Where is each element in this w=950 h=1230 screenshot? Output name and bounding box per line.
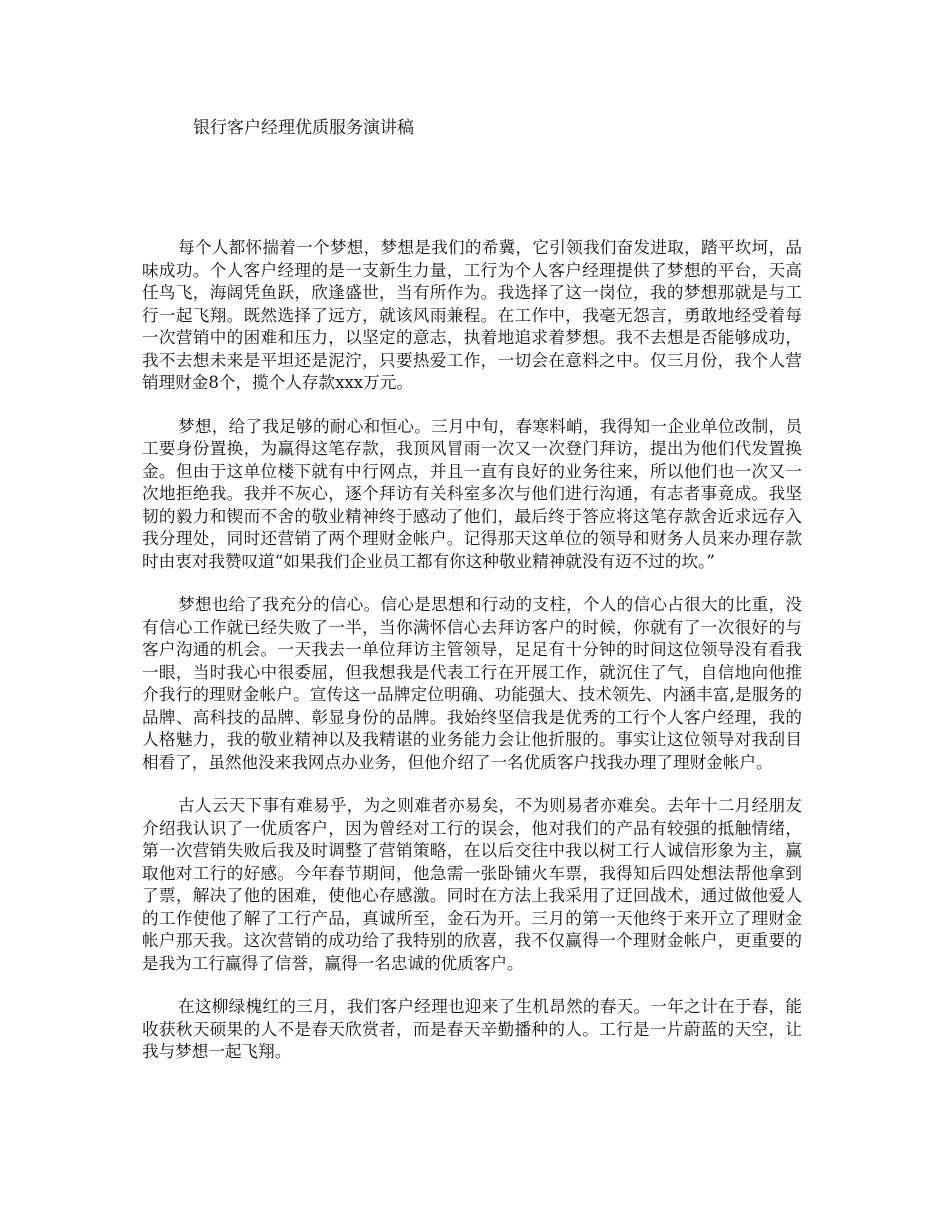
paragraph-3: 梦想也给了我充分的信心。信心是思想和行动的支柱，个人的信心占很大的比重，没有信心工作就已经失败了一半，当你满怀信心去拜访客户的时候，你就有了一次很好的与客户沟通的机会。一天我去一单位拜访主管领导，足足有十分钟的时间这位领导没有看我一眼，当时我心中很委屈，但我想我是代表工行在开展工作，就沉住了气，自信地向他推介我行的理财金帐户。宣传这一品牌定位明确、功能强大、技术领先、内涵丰富,是服务的品牌、高科技的品牌、彰显身份的品牌。我始终坚信我是优秀的工行个人客户经理，我的人格魅力，我的敬业精神以及我精谌的业务能力会让他折服的。事实让这位领导对我刮目相看了，虽然他没来我网点办业务，但他介绍了一名优质客户找我办理了理财金帐户。	[142, 595, 802, 772]
paragraph-1: 每个人都怀揣着一个梦想，梦想是我们的希冀，它引领我们奋发进取，踏平坎坷，品味成功。个人客户经理的是一支新生力量，工行为个人客户经理提供了梦想的平台，天高任鸟飞，海阔凭鱼跃，欣逢盛世，当有所作为。我选择了这一岗位，我的梦想那就是与工行一起飞翔。既然选择了远方，就该风雨兼程。在工作中，我毫无怨言，勇敢地经受着每一次营销中的困难和压力，以坚定的意志，执着地追求着梦想。我不去想是否能够成功，我不去想未来是平坦还是泥泞，只要热爱工作，一切会在意料之中。仅三月份，我个人营销理财金8个，揽个人存款xxx万元。	[142, 238, 802, 392]
paragraph-2: 梦想，给了我足够的耐心和恒心。三月中旬，春寒料峭，我得知一企业单位改制，员工要身份置换，为赢得这笔存款，我顶风冒雨一次又一次登门拜访，提出为他们代发置换金。但由于这单位楼下就有中行网点，并且一直有良好的业务往来，所以他们也一次又一次地拒绝我。我并不灰心，逐个拜访有关科室多次与他们进行沟通，有志者事竟成。我坚韧的毅力和锲而不舍的敬业精神终于感动了他们，最后终于答应将这笔存款舍近求远存入我分理处，同时还营销了两个理财金帐户。记得那天这单位的领导和财务人员来办理存款时由衷对我赞叹道“如果我们企业员工都有你这种敬业精神就没有迈不过的坎。”	[142, 416, 802, 571]
paragraph-4: 古人云天下事有难易乎，为之则难者亦易矣，不为则易者亦难矣。去年十二月经朋友介绍我认识了一优质客户，因为曾经对工行的误会，他对我们的产品有较强的抵触情绪，第一次营销失败后我及时调整了营销策略，在以后交往中我以树工行人诚信形象为主，赢取他对工行的好感。今年春节期间，他急需一张卧铺火车票，我得知后四处想法帮他拿到了票，解决了他的困难，使他心存感激。同时在方法上我采用了迂回战术，通过做他爱人的工作使他了解了工行产品，真诚所至，金石为开。三月的第一天他终于来开立了理财金帐户那天我。这次营销的成功给了我特别的欣喜，我不仅赢得一个理财金帐户，更重要的是我为工行赢得了信誉，赢得一名忠诚的优质客户。	[142, 796, 802, 973]
document-title: 银行客户经理优质服务演讲稿	[193, 118, 414, 138]
document-body	[142, 237, 802, 1085]
paragraph-5: 在这柳绿槐红的三月，我们客户经理也迎来了生机昂然的春天。一年之计在于春，能收获秋天硕果的人不是春天欣赏者，而是春天辛勤播种的人。工行是一片蔚蓝的天空，让我与梦想一起飞翔。	[142, 997, 802, 1061]
